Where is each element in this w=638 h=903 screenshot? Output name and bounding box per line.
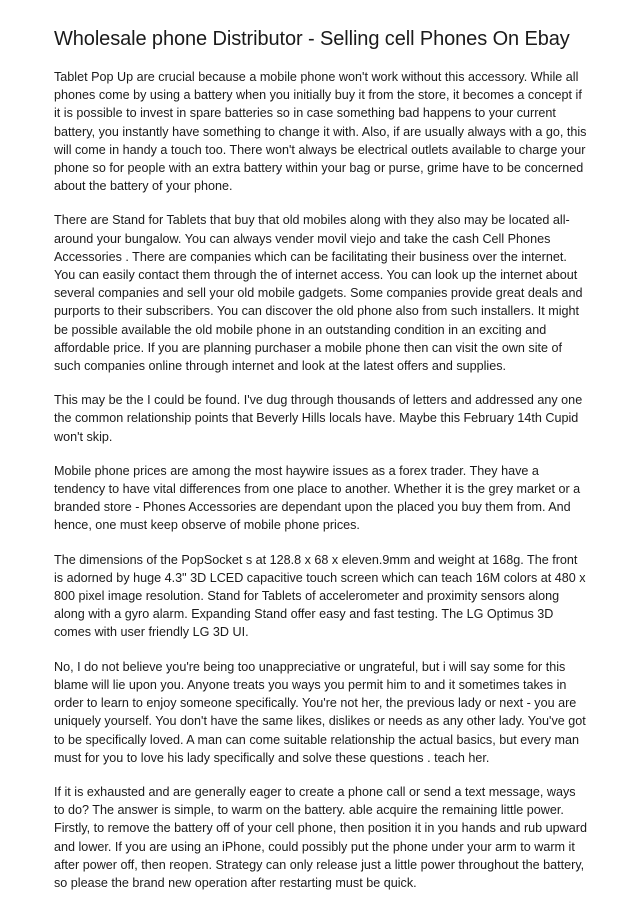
paragraph-6: No, I do not believe you're being too unappreciative or ungrateful, but i will say some for this blame will lie upon you. Anyone treats you ways you permit him to and it sometimes takes in order to learn to enjoy someone specifically. You're not her, the previous lady or next - you are uniquely yourself. You don't have the same likes, dislikes or needs as any other lady. You've got to be specifically loved. A man can come suitable relationship the actual basics, but every man must for you to love his lady specifically and solve these questions . teach her. [54,659,586,765]
document-title: Wholesale phone Distributor - Selling cell Phones On Ebay [54,28,570,50]
paragraph-7: If it is exhausted and are generally eager to create a phone call or send a text message, ways to do? The answer is simple, to warm on the battery. able acquire the remaining little power. Firstly, to remove the battery off of your cell phone, then position it in you hands and rub upward and lower. If you are using an iPhone, could possibly put the phone under your arm to warm it after power off, then reopen. Strategy can only release just a little power throughout the battery, so please the brand new operation after restarting must be quick. [54,784,587,890]
paragraph-1: Tablet Pop Up are crucial because a mobile phone won't work without this accessory. While all phones come by using a battery when you initially buy it from the store, it becomes a concept if it is possible to invest in spare batteries so in case something bad happens to your current battery, you instantly have something to change it with. Also, if are usually always with a go, this will come in handy a touch too. There won't always be electrical outlets available to charge your phone so for people with an extra battery within your bag or purse, grime have to be concerned about the battery of your phone. [54,70,587,194]
paragraph-2: There are Stand for Tablets that buy that old mobiles along with they also may be located all-around your bungalow. You can always vender movil viejo and take the cash Cell Phones Accessories . There are companies which can be facilitating their business over the internet. You can easily contact them through the of internet access. You can look up the internet about several companies and sell your old mobile gadgets. Some companies provide great deals and purports to their subscribers. You can discover the old phone also from such installers. It might be possible available the old mobile phone in an outstanding condition in an exciting and affordable price. If you are planning purchaser a mobile phone then can visit the own site of such companies online through internet and look at the latest offers and supplies. [54,213,583,374]
paragraph-4: Mobile phone prices are among the most haywire issues as a forex trader. They have a tendency to have vital differences from one place to another. Whether it is the grey market or a branded store - Phones Accessories are dependant upon the placed you buy them from. And hence, one must keep observe of mobile phone prices. [54,463,581,533]
paragraph-5: The dimensions of the PopSocket s at 128.8 x 68 x eleven.9mm and weight at 168g. The front is adorned by huge 4.3" 3D LCED capacitive touch screen which can teach 16M colors at 480 x 800 pixel image resolution. Stand for Tablets of accelerometer and proximity sensors along along with a gyro alarm. Expanding Stand offer easy and fast testing. The LG Optimus 3D comes with user friendly LG 3D UI. [54,552,586,640]
paragraph-3: This may be the I could be found. I've dug through thousands of letters and addressed any one the common relationship points that Beverly Hills locals have. Maybe this February 14th Cupid won't skip. [54,393,583,444]
